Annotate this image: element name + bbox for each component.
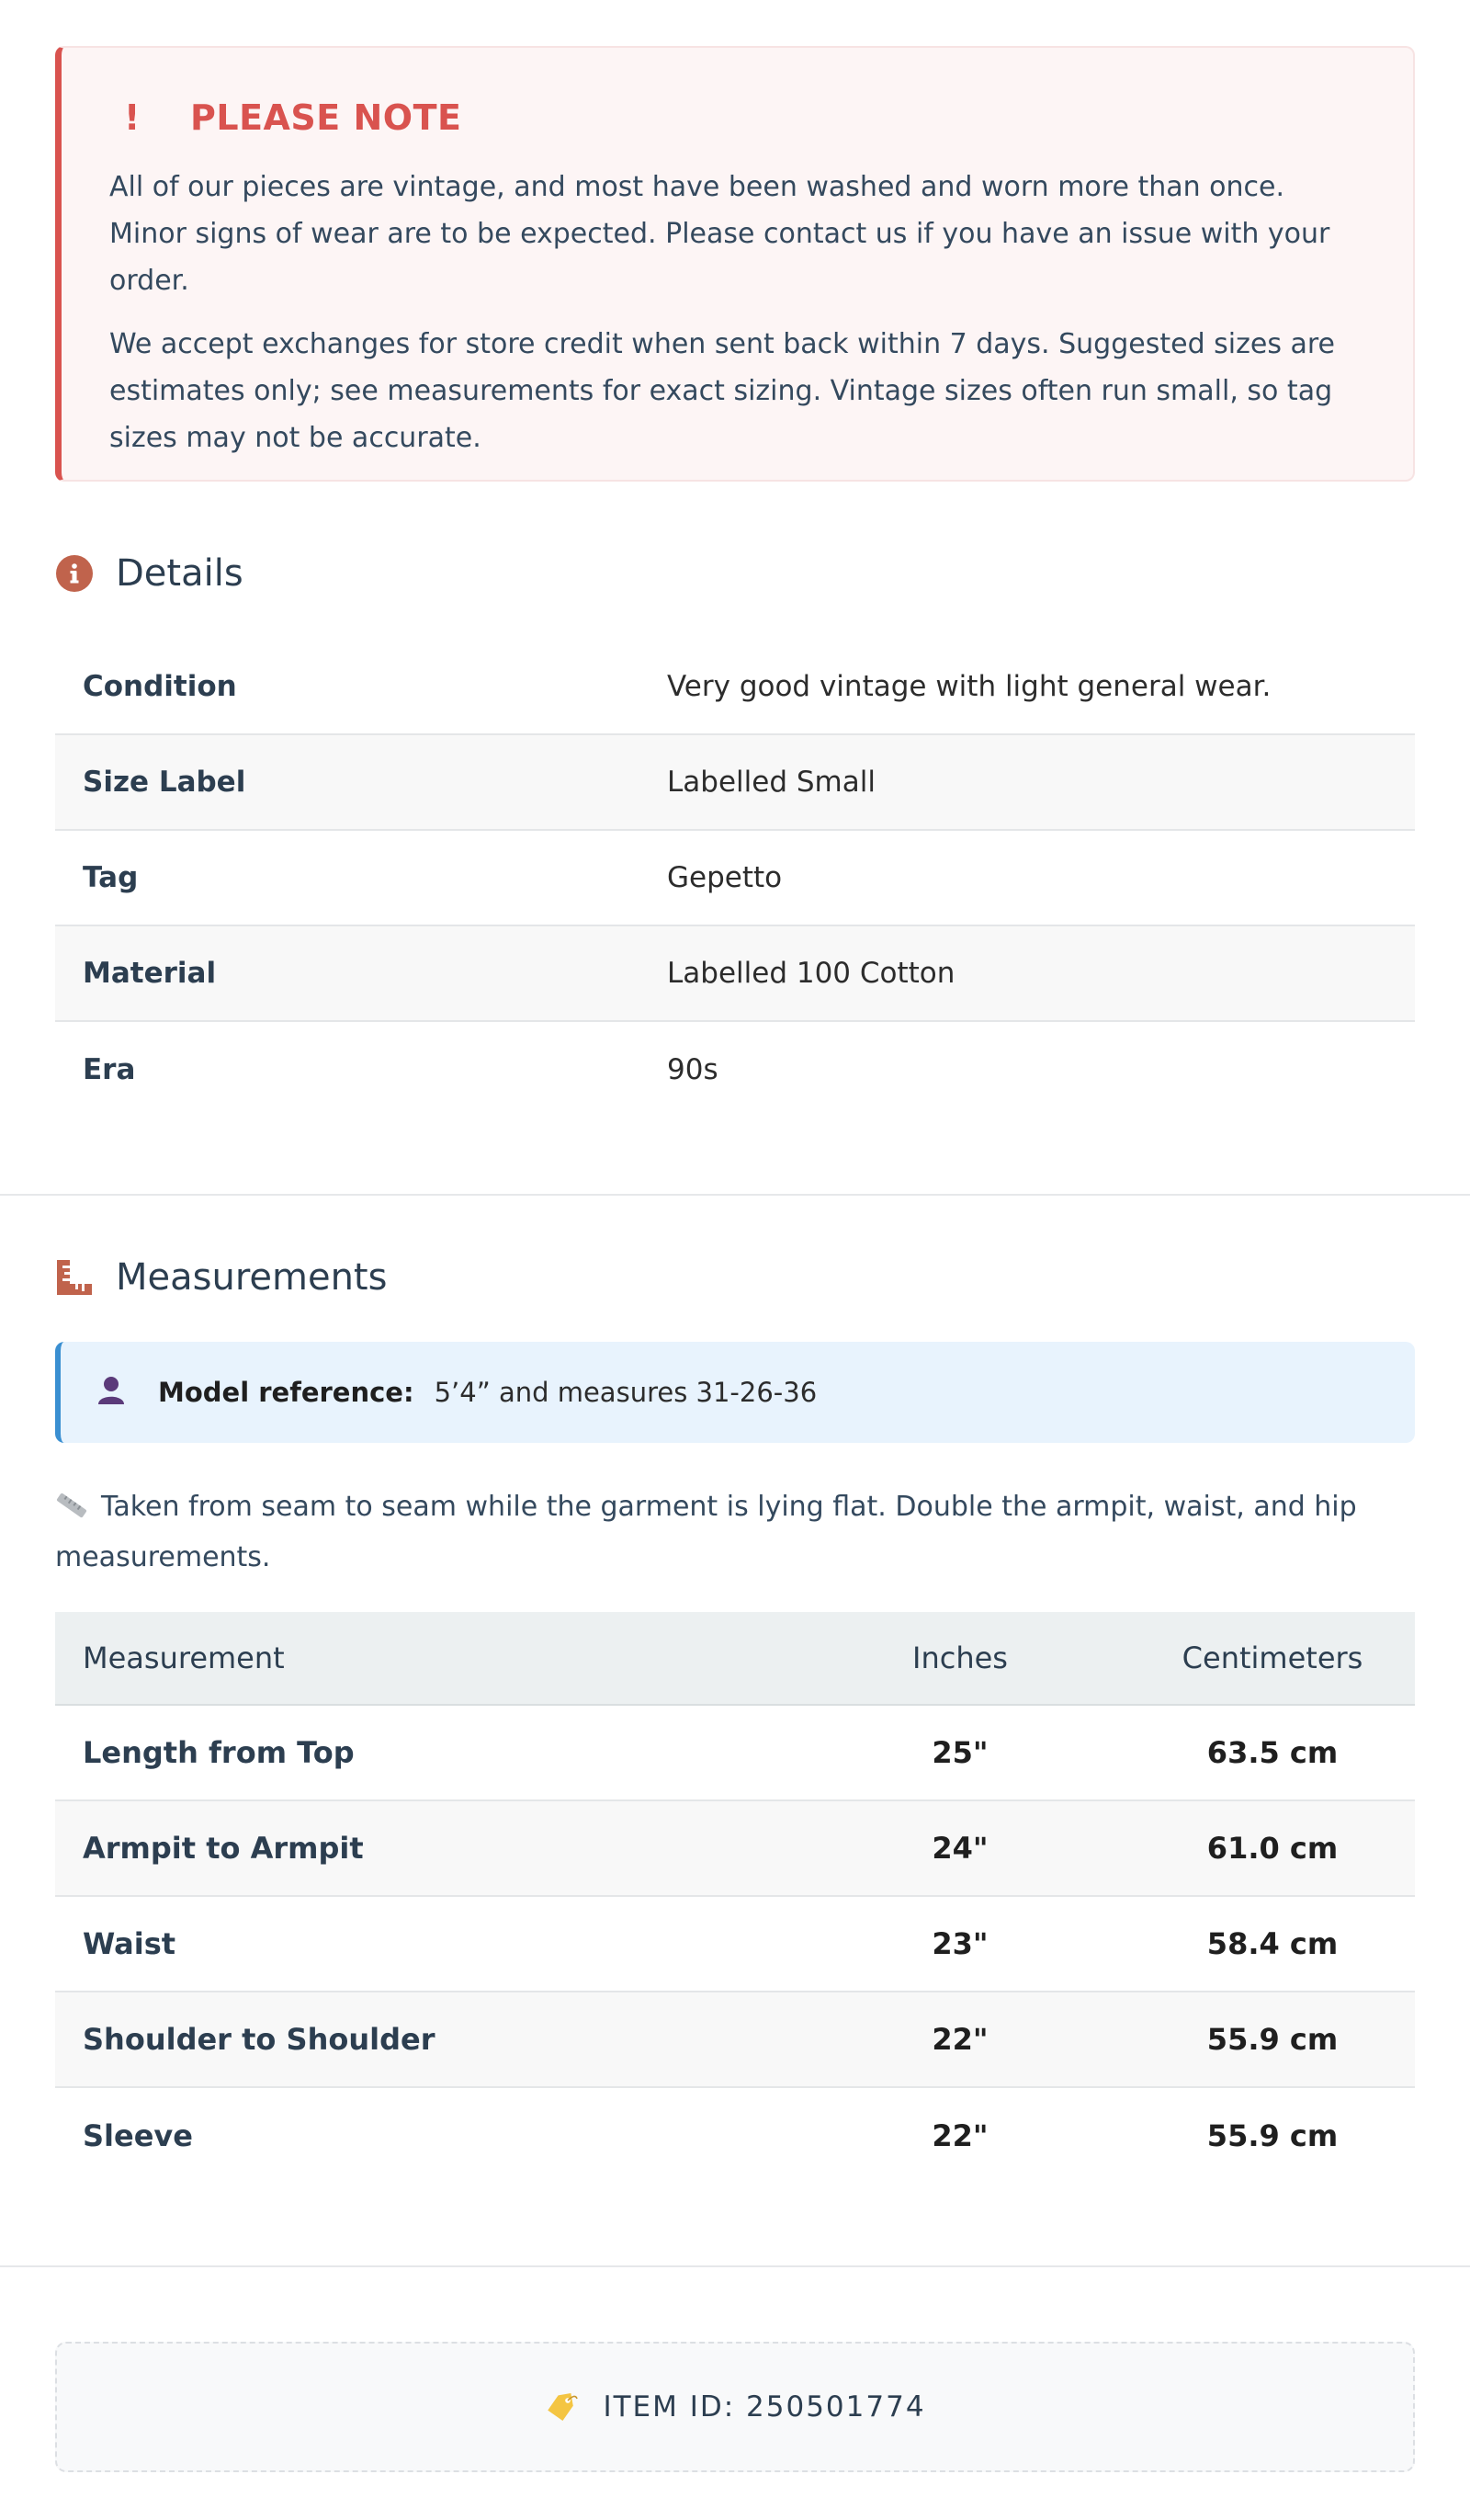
table-header-row bbox=[55, 1612, 1415, 1706]
column-header: Measurement bbox=[83, 1640, 285, 1675]
ruler-icon bbox=[55, 1258, 94, 1297]
measurement-note-text: Taken from seam to seam while the garment is lying flat. Double the armpit, waist, and hip measurements. bbox=[55, 1491, 1357, 1573]
measurement-inches: 25" bbox=[932, 1735, 989, 1770]
detail-value: Labelled Small bbox=[667, 766, 876, 799]
model-reference-label: Model reference: bbox=[158, 1377, 414, 1408]
column-header: Inches bbox=[912, 1640, 1008, 1675]
note-title: PLEASE NOTE bbox=[190, 97, 462, 138]
measurement-inches: 24" bbox=[932, 1831, 989, 1866]
measurement-inches: 23" bbox=[932, 1926, 989, 1961]
person-silhouette-icon bbox=[96, 1374, 127, 1412]
note-paragraph: All of our pieces are vintage, and most have been washed and worn more than once. Minor signs of wear are to be expected. Please contact us if you have an issue with your order. bbox=[109, 171, 1330, 297]
detail-value: Labelled 100 Cotton bbox=[667, 957, 956, 990]
table-row bbox=[55, 1706, 1415, 1801]
item-id-text: ITEM ID: 250501774 bbox=[603, 2390, 926, 2424]
please-note-box bbox=[55, 46, 1415, 482]
info-circle-icon bbox=[55, 554, 94, 593]
section-title: Measurements bbox=[116, 1256, 388, 1299]
detail-label: Era bbox=[83, 1053, 136, 1086]
detail-label: Material bbox=[83, 957, 217, 990]
detail-value: Gepetto bbox=[667, 861, 783, 894]
details-table bbox=[55, 640, 1415, 1118]
measurement-table bbox=[55, 1612, 1415, 2184]
table-row bbox=[55, 1992, 1415, 2088]
price-tag-icon bbox=[544, 2391, 579, 2423]
measurements-header bbox=[55, 1250, 387, 1305]
measurement-name: Waist bbox=[83, 1926, 176, 1961]
measurement-cm: 55.9 cm bbox=[1206, 2022, 1339, 2057]
note-paragraph: We accept exchanges for store credit when sent back within 7 days. Suggested sizes are estimates only; see measurements for exact sizing. Vintage sizes often run small, so tag sizes may not be accurate. bbox=[109, 328, 1336, 454]
table-row bbox=[55, 1801, 1415, 1897]
model-reference-value: 5’4” and measures 31-26-36 bbox=[434, 1377, 818, 1408]
exclamation-icon: ! bbox=[124, 97, 141, 138]
item-id-box bbox=[55, 2342, 1415, 2472]
measurement-name: Sleeve bbox=[83, 2118, 193, 2153]
measurement-inches: 22" bbox=[932, 2022, 989, 2057]
straight-ruler-icon bbox=[55, 1487, 88, 1534]
detail-label: Tag bbox=[83, 861, 139, 894]
model-reference bbox=[55, 1342, 1415, 1443]
table-row bbox=[55, 2088, 1415, 2184]
detail-value: Very good vintage with light general wear. bbox=[667, 670, 1272, 703]
measurement-cm: 58.4 cm bbox=[1206, 1926, 1339, 1961]
table-row bbox=[55, 1022, 1415, 1118]
table-row bbox=[55, 735, 1415, 831]
column-header: Centimeters bbox=[1182, 1640, 1363, 1675]
detail-value: 90s bbox=[667, 1053, 718, 1086]
measurement-note bbox=[55, 1483, 1360, 1581]
note-header bbox=[109, 99, 1365, 136]
detail-label: Condition bbox=[83, 670, 237, 703]
table-row bbox=[55, 640, 1415, 735]
table-row bbox=[55, 831, 1415, 926]
measurement-inches: 22" bbox=[932, 2118, 989, 2153]
section-title: Details bbox=[116, 552, 243, 595]
table-row bbox=[55, 1897, 1415, 1992]
measurement-cm: 63.5 cm bbox=[1206, 1735, 1339, 1770]
measurement-name: Shoulder to Shoulder bbox=[83, 2022, 435, 2057]
table-row bbox=[55, 926, 1415, 1022]
section-divider bbox=[0, 1194, 1470, 1196]
measurement-name: Armpit to Armpit bbox=[83, 1831, 364, 1866]
details-header bbox=[55, 546, 243, 601]
measurement-cm: 55.9 cm bbox=[1206, 2118, 1339, 2153]
detail-label: Size Label bbox=[83, 766, 246, 799]
section-divider bbox=[0, 2265, 1470, 2267]
measurement-cm: 61.0 cm bbox=[1206, 1831, 1339, 1866]
measurement-name: Length from Top bbox=[83, 1735, 355, 1770]
